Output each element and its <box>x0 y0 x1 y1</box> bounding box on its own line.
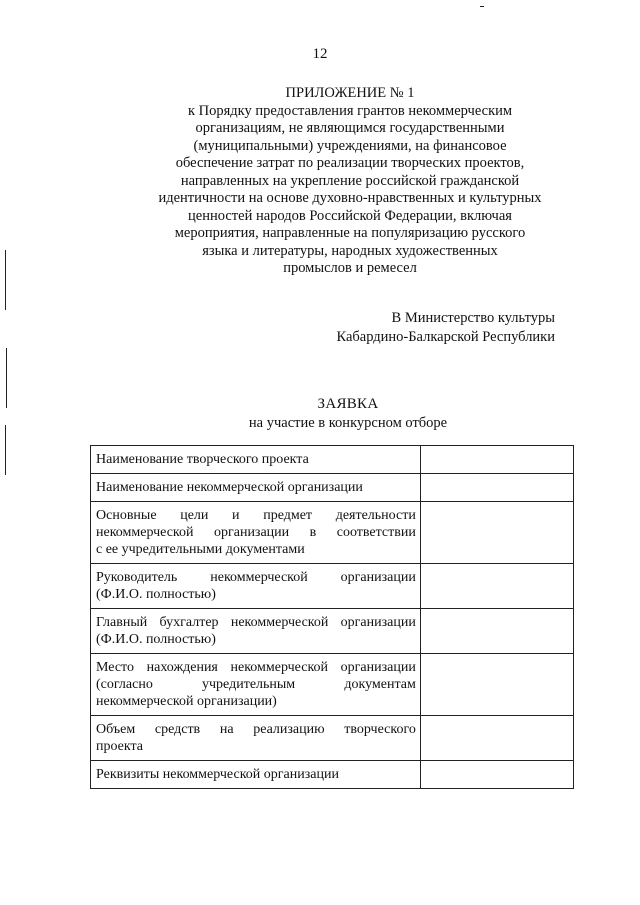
table-row <box>91 761 574 789</box>
row-label-line: проекта <box>96 739 143 754</box>
appendix-line: обеспечение затрат по реализации творческих проектов, <box>175 155 525 171</box>
appendix-line: организациям, не являющимся государственными <box>195 120 505 136</box>
row-value <box>420 564 573 609</box>
table-row <box>91 654 574 716</box>
appendix-line: к Порядку предоставления грантов некоммерческим <box>187 102 513 119</box>
scan-mark <box>5 250 6 310</box>
row-label-line: Реквизиты некоммерческой организации <box>96 767 339 782</box>
appendix-line: (муниципальными) учреждениями, на финансовое <box>193 137 507 154</box>
application-table <box>90 445 574 789</box>
table-row <box>91 716 574 761</box>
row-label <box>91 761 421 789</box>
row-value <box>420 654 573 716</box>
row-label <box>91 654 421 716</box>
appendix-line: промыслов и ремесел <box>283 260 417 276</box>
appendix-heading: ПРИЛОЖЕНИЕ № 1 <box>285 85 415 101</box>
row-label-line: Руководитель некоммерческой организации <box>96 570 416 585</box>
row-label-line: с ее учредительными документами <box>96 542 305 557</box>
appendix-line: ценностей народов Российской Федерации, включая <box>188 207 512 224</box>
row-label-line: Основные цели и предмет деятельности <box>96 508 416 523</box>
table-row <box>91 474 574 502</box>
row-label <box>91 716 421 761</box>
scan-mark <box>5 425 6 475</box>
application-subtitle: на участие в конкурсном отборе <box>248 415 448 431</box>
appendix-line: направленных на укрепление российской гражданской <box>180 172 520 189</box>
row-label-line: (Ф.И.О. полностью) <box>96 587 216 602</box>
row-label-line: (согласно учредительным документам <box>96 677 416 692</box>
addressee-line: Кабардино-Балкарской Республики <box>336 329 555 345</box>
row-label-line: (Ф.И.О. полностью) <box>96 632 216 647</box>
row-label <box>91 564 421 609</box>
appendix-line: языка и литературы, народных художественных <box>202 242 498 259</box>
row-value <box>420 474 573 502</box>
scan-mark <box>480 6 484 7</box>
table-row <box>91 502 574 564</box>
addressee-block <box>300 309 555 347</box>
row-label-line: Место нахождения некоммерческой организации <box>96 660 416 675</box>
application-title: ЗАЯВКА <box>317 396 379 412</box>
row-value <box>420 609 573 654</box>
row-label-line: Объем средств на реализацию творческого <box>96 722 416 737</box>
appendix-block <box>150 85 550 278</box>
page-number: 12 <box>312 46 328 62</box>
row-value <box>420 716 573 761</box>
row-value <box>420 446 573 474</box>
table-row <box>91 609 574 654</box>
row-label <box>91 474 421 502</box>
row-label <box>91 446 421 474</box>
row-label-line: некоммерческой организации в соответствии <box>96 525 416 540</box>
table-row <box>91 564 574 609</box>
row-label <box>91 502 421 564</box>
row-label-line: некоммерческой организации) <box>96 694 277 709</box>
appendix-line: идентичности на основе духовно-нравственных и культурных <box>158 190 542 206</box>
row-label-line: Наименование некоммерческой организации <box>96 480 363 495</box>
appendix-line: мероприятия, направленные на популяризацию русского <box>174 225 526 241</box>
row-label <box>91 609 421 654</box>
row-value <box>420 761 573 789</box>
row-label-line: Главный бухгалтер некоммерческой организации <box>96 615 416 630</box>
addressee-line: В Министерство культуры <box>391 310 555 326</box>
row-label-line: Наименование творческого проекта <box>96 452 309 467</box>
row-value <box>420 502 573 564</box>
table-row <box>91 446 574 474</box>
